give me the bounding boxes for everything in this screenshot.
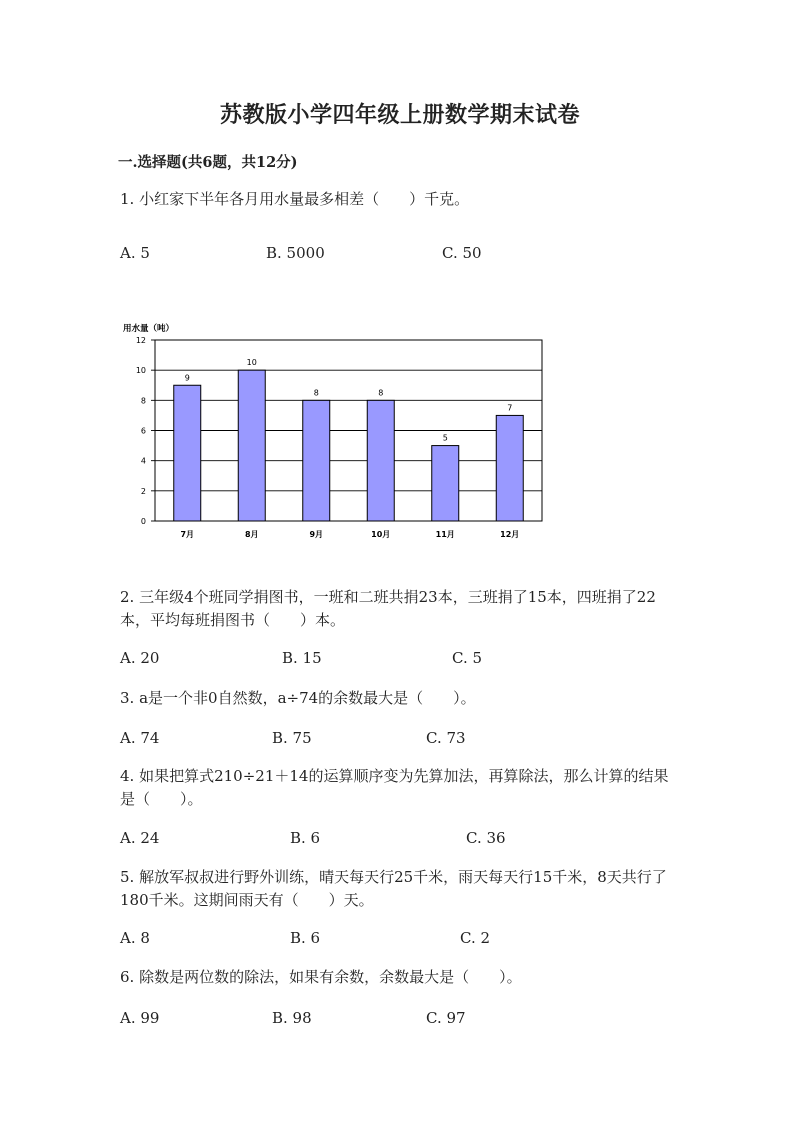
option-b[interactable]: B. 6 [290,929,321,947]
bar [367,400,394,521]
page-title: 苏教版小学四年级上册数学期末试卷 [219,102,580,128]
x-tick-label: 12月 [500,530,520,539]
question-2: 2. 三年级4个班同学捐图书，一班和二班共捐23本，三班捐了15本，四班捐了22本，平均每班捐图书（ ）本。 [120,588,656,629]
question-5-options [120,929,680,949]
x-tick-label: 9月 [309,530,324,539]
chart-title: 用水量（吨） [123,324,175,334]
x-tick-label: 7月 [180,530,195,539]
bar [174,385,201,521]
question-1: 1. 小红家下半年各月用水量最多相差（ ）千克。 [120,190,470,208]
option-a[interactable]: A. 20 [120,649,160,667]
data-label: 10 [246,358,257,368]
option-c[interactable]: C. 36 [466,829,506,847]
y-tick-label: 8 [140,396,146,406]
data-label: 5 [442,433,448,443]
data-label: 8 [313,388,319,398]
y-tick-label: 6 [140,426,146,436]
y-tick-label: 0 [140,517,146,526]
x-tick-label: 11月 [435,530,455,539]
question-2-options [120,649,680,669]
y-tick-label: 2 [140,486,146,496]
data-label: 7 [507,403,513,413]
option-c[interactable]: C. 5 [452,649,483,667]
option-c[interactable]: C. 97 [426,1009,466,1027]
bar [303,400,330,521]
option-b[interactable]: B. 75 [272,729,312,747]
option-a[interactable]: A. 24 [120,829,160,847]
option-c[interactable]: C. 50 [442,244,482,262]
option-b[interactable]: B. 6 [290,829,321,847]
y-tick-label: 10 [135,366,146,376]
option-a[interactable]: A. 5 [120,244,150,262]
bar [432,446,459,521]
y-tick-label: 4 [140,456,146,466]
option-a[interactable]: A. 74 [120,729,160,747]
data-label: 8 [378,388,384,398]
option-b[interactable]: B. 5000 [266,244,325,262]
option-b[interactable]: B. 98 [272,1009,312,1027]
option-b[interactable]: B. 15 [282,649,322,667]
question-6-options [120,1009,680,1029]
question-4-options [120,829,680,849]
y-tick-label: 12 [135,336,146,345]
data-label: 9 [184,373,190,383]
section-heading: 一.选择题(共6题，共12分) [118,154,298,171]
question-4: 4. 如果把算式210÷21＋14的运算顺序变为先算加法，再算除法，那么计算的结果是（ ）。 [120,767,669,808]
bar [238,370,265,521]
question-6: 6. 除数是两位数的除法，如果有余数，余数最大是（ ）。 [120,968,522,986]
question-1-options [120,244,680,264]
option-c[interactable]: C. 2 [460,929,491,947]
question-5: 5. 解放军叔叔进行野外训练，晴天每天行25千米，雨天每天行15千米，8天共行了180千米。这期间雨天有（ ）天。 [120,868,667,909]
question-3-options [120,729,680,749]
bar [496,415,523,521]
water-usage-bar-chart [118,318,548,540]
option-a[interactable]: A. 99 [120,1009,160,1027]
x-tick-label: 8月 [244,530,259,539]
x-tick-label: 10月 [371,530,391,539]
option-a[interactable]: A. 8 [120,929,150,947]
option-c[interactable]: C. 73 [426,729,466,747]
question-3: 3. a是一个非0自然数，a÷74的余数最大是（ ）。 [120,689,476,707]
